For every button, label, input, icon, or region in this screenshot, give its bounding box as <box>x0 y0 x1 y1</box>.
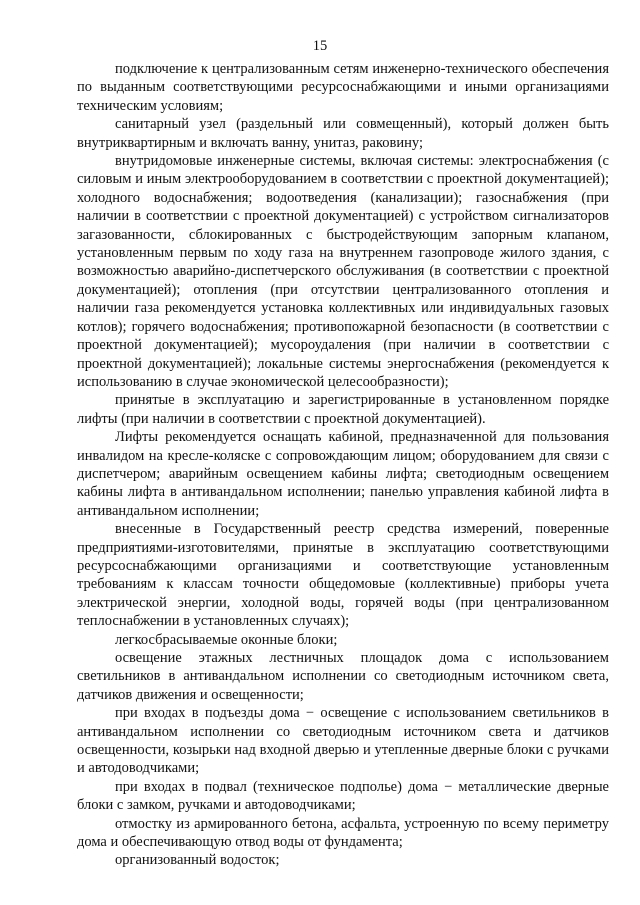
paragraph-stair-lighting: освещение этажных лестничных площадок дома с использованием светильников в антивандальном исполнении со светодиодным источником света, датчиков движения и освещенности; <box>77 650 609 703</box>
paragraph-elevator-equipment: Лифты рекомендуется оснащать кабиной, предназначенной для пользования инвалидом на кресле-коляске с сопровождающим лицом; оборудованием для связи с диспетчером; аварийным освещением кабины лифта; светодиодным освещением кабины лифта в антивандальном исполнении; панелью управления кабиной лифта в антивандальном исполнении; <box>77 429 609 519</box>
paragraph-engineering-systems: внутридомовые инженерные системы, включая системы: электроснабжения (с силовым и иным электрооборудованием в соответствии с проектной документацией); холодного водоснабжения; водоотведения (канализации); газоснабжения (при наличии в соответствии с проектной документацией) с устройством сигнализаторов загазованности, сблокированных с быстродействующим запорным клапаном, установленным первым по ходу газа на внутреннем газопроводе жилого здания, с возможностью аварийно-диспетчерского обслуживания (в соответствии с проектной документацией); отопления (при отсутствии централизованного отопления и наличии газа рекомендуется установка коллективных или индивидуальных газовых котлов); горячего водоснабжения; противопожарной безопасности (в соответствии с проектной документацией); мусороудаления (при наличии в соответствии с проектной документацией); локальные системы энергоснабжения (рекомендуется к использованию в случае экономической целесообразности); <box>77 153 609 390</box>
paragraph-blind-area: отмостку из армированного бетона, асфальта, устроенную по всему периметру дома и обеспечивающую отвод воды от фундамента; <box>77 815 609 851</box>
paragraph-bathroom: санитарный узел (раздельный или совмещенный), который должен быть внутриквартирным и включать ванну, унитаз, раковину; <box>77 116 609 151</box>
paragraph-utility-connection: подключение к централизованным сетям инженерно-технического обеспечения по выданным соответствующими ресурсоснабжающими и иными организациями техническим условиям; <box>77 61 609 114</box>
document-body <box>77 60 609 870</box>
paragraph-entrance-lighting: при входах в подъезды дома − освещение с использованием светильников в антивандальном исполнении со светодиодным источником света и датчиков освещенности, козырьки над входной дверью и утепленные дверные блоки с ручками и автодоводчиками; <box>77 705 609 777</box>
paragraph-metering-devices: внесенные в Государственный реестр средства измерений, поверенные предприятиями-изготовителями, принятые в эксплуатацию соответствующими ресурсоснабжающими организациями и соответствующие установленным требованиям к классам точности общедомовые (коллективные) приборы учета электрической энергии, холодной воды, горячей воды (при централизованном теплоснабжении в установленных случаях); <box>77 521 609 630</box>
paragraph-elevators-installed: принятые в эксплуатацию и зарегистрированные в установленном порядке лифты (при наличии в соответствии с проектной документацией). <box>77 392 609 427</box>
paragraph-window-blocks: легкосбрасываемые оконные блоки; <box>115 631 338 648</box>
page-number: 15 <box>312 38 328 54</box>
paragraph-basement-doors: при входах в подвал (техническое подполье) дома − металлические дверные блоки с замком, ручками и автодоводчиками; <box>77 778 609 814</box>
paragraph-drainage: организованный водосток; <box>115 852 280 869</box>
